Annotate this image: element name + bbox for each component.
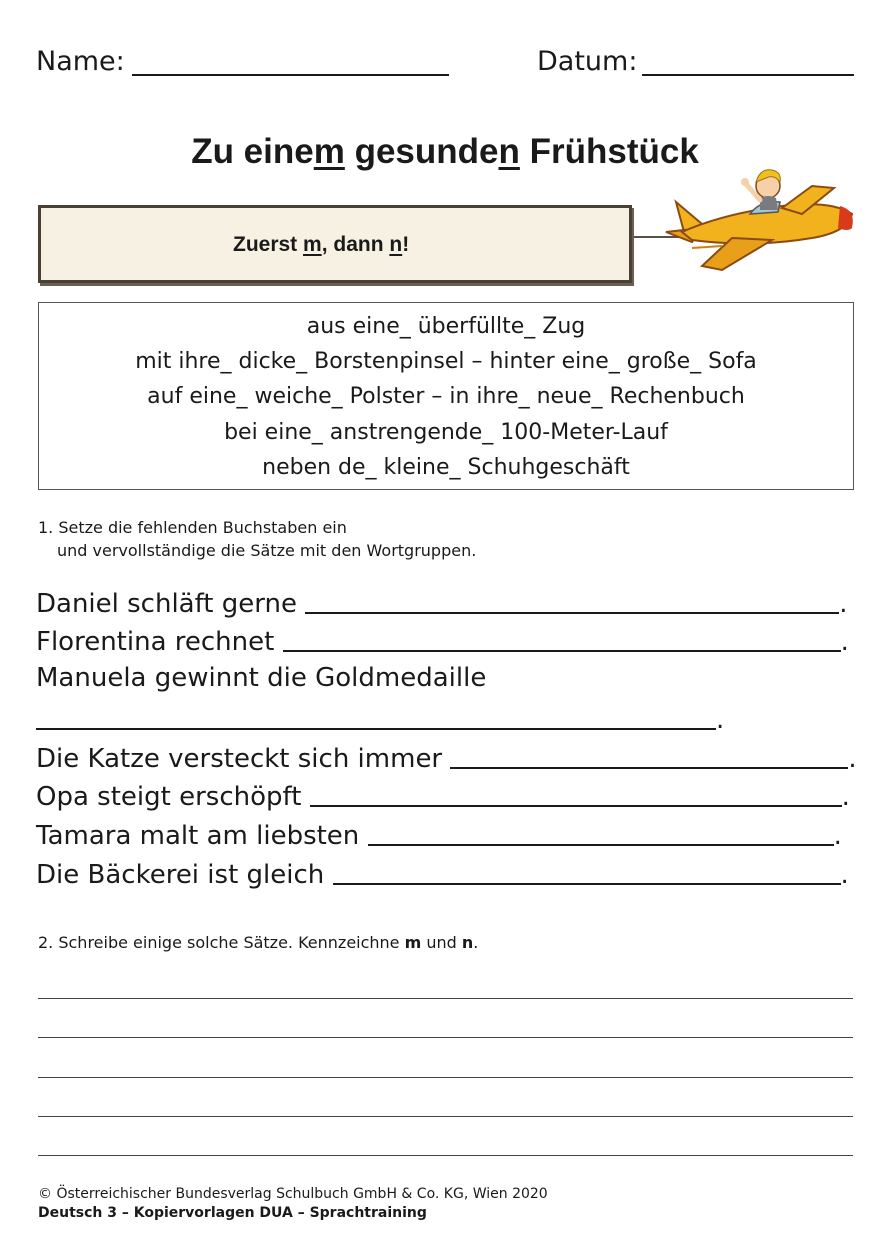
word-group: mit ihre_ dicke_ Borstenpinsel – hinter eine_ große_ Sofa: [135, 349, 757, 374]
sentence-3: Manuela gewinnt die Goldmedaille: [36, 663, 487, 693]
banner-text: Zuerst m, dann n!: [233, 233, 410, 256]
name-field[interactable]: [132, 74, 449, 76]
sentence-3-continuation: .: [36, 702, 724, 735]
task-2-instruction: 2. Schreibe einige solche Sätze. Kennzeichne m und n.: [38, 933, 479, 952]
sentence-7: Die Bäckerei ist gleich .: [36, 857, 849, 890]
page-title: Zu einem gesunden Frühstück: [191, 132, 699, 171]
word-group: bei eine_ anstrengende_ 100-Meter-Lauf: [224, 420, 668, 445]
writing-line[interactable]: [38, 1037, 853, 1038]
footer-series: Deutsch 3 – Kopiervorlagen DUA – Sprachtraining: [38, 1205, 427, 1221]
writing-line[interactable]: [38, 998, 853, 999]
airplane-with-pilot-icon: [662, 162, 858, 272]
sentence-4: Die Katze versteckt sich immer .: [36, 741, 857, 774]
task-1-instruction: 1. Setze die fehlenden Buchstaben ein und vervollständige die Sätze mit den Wortgruppen.: [38, 518, 477, 560]
writing-line[interactable]: [38, 1155, 853, 1156]
sentence-5: Opa steigt erschöpft .: [36, 779, 850, 812]
answer-blank[interactable]: [450, 741, 848, 769]
answer-blank[interactable]: [305, 586, 839, 614]
banner: [38, 205, 632, 283]
sentence-6: Tamara malt am liebsten .: [36, 818, 842, 851]
answer-blank[interactable]: [333, 857, 841, 885]
word-group: neben de_ kleine_ Schuhgeschäft: [262, 455, 630, 480]
answer-blank[interactable]: [36, 702, 716, 730]
word-group: aus eine_ überfüllte_ Zug: [306, 314, 586, 339]
name-label: Name:: [36, 46, 125, 77]
answer-blank[interactable]: [283, 624, 841, 652]
writing-line[interactable]: [38, 1077, 853, 1078]
answer-blank[interactable]: [310, 779, 842, 807]
footer-copyright: © Österreichischer Bundesverlag Schulbuch GmbH & Co. KG, Wien 2020: [38, 1186, 548, 1202]
date-label: Datum:: [537, 46, 638, 77]
word-group: auf eine_ weiche_ Polster – in ihre_ neue_ Rechenbuch: [147, 384, 745, 409]
date-field[interactable]: [642, 74, 854, 76]
sentence-2: Florentina rechnet .: [36, 624, 849, 657]
sentence-1: Daniel schläft gerne .: [36, 586, 848, 619]
writing-line[interactable]: [38, 1116, 853, 1117]
answer-blank[interactable]: [368, 818, 834, 846]
word-groups-box: [38, 302, 854, 490]
